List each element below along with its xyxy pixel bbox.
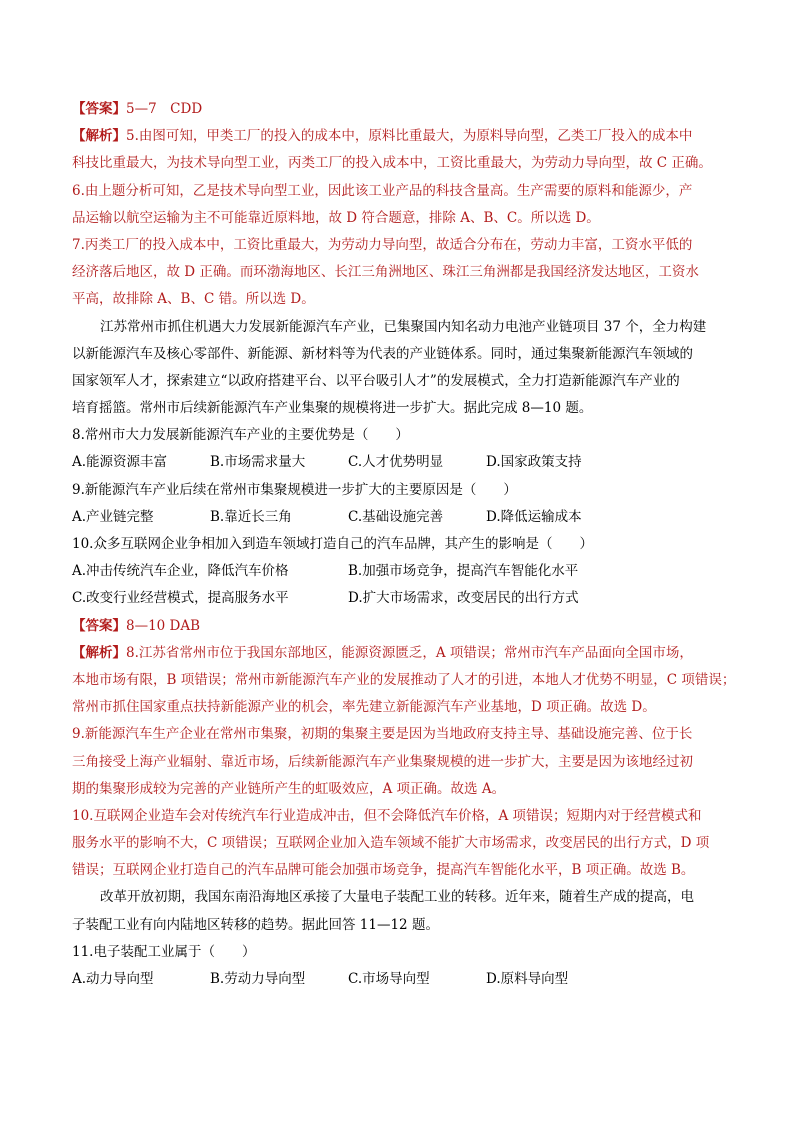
- option-b: B.市场需求量大: [210, 454, 306, 471]
- analysis-line: 【解析】8.江苏省常州市位于我国东部地区，能源资源匮乏，A 项错误；常州市汽车产品面向全国市场，: [72, 644, 693, 661]
- option-a: A.动力导向型: [72, 971, 154, 987]
- analysis-line: 7.丙类工厂的投入成本中，工资比重最大，为劳动力导向型，故适合分布在，劳动力丰富，工资水平低的: [72, 236, 693, 253]
- analysis-line: 服务水平的影响不大，C 项错误；互联网企业加入造车领域不能扩大市场需求，改变居民的出行方式，D 项: [72, 835, 710, 852]
- document-page: [72, 96, 736, 993]
- passage-line: 以新能源汽车及核心零部件、新能源、新材料等为代表的产业链体系。同时，通过集聚新能源汽车领域的: [72, 345, 693, 362]
- analysis-line: 期的集聚形成较为完善的产业链所产生的虹吸效应，A 项正确。故选 A。: [72, 780, 506, 797]
- option-a: A.产业链完整: [72, 508, 154, 525]
- analysis-tag: 【解析】: [72, 128, 126, 145]
- option-c: C.市场导向型: [348, 971, 430, 987]
- answer-line-5-7: [72, 96, 732, 123]
- option-b: B.加强市场竞争，提高汽车智能化水平: [348, 563, 579, 580]
- analysis-line: 错误；互联网企业打造自己的汽车品牌可能会加强市场竞争，提高汽车智能化水平，B 项正确。故选 B。: [72, 862, 695, 879]
- option-d: D.扩大市场需求，改变居民的出行方式: [348, 590, 579, 607]
- answer-text: 5—7 CDD: [126, 101, 203, 117]
- passage-line: 改革开放初期，我国东南沿海地区承接了大量电子装配工业的转移。近年来，随着生产成的提高，电: [100, 889, 694, 906]
- question-options-10-row1: [72, 558, 732, 585]
- analysis-line: 品运输以航空运输为主不可能靠近原料地，故 D 符合题意，排除 A、B、C。所以选 D。: [72, 209, 600, 226]
- option-d: D.国家政策支持: [486, 454, 582, 471]
- question-options-10-row2: [72, 585, 732, 612]
- answer-tag: 【答案】: [72, 101, 126, 117]
- passage-line: 江苏常州市抓住机遇大力发展新能源汽车产业，已集聚国内知名动力电池产业链项目 37 个，全力构建: [100, 318, 707, 335]
- analysis-line: 平高，故排除 A、B、C 错。所以选 D。: [72, 291, 315, 308]
- question-options-11: [72, 966, 732, 993]
- option-c: C.改变行业经营模式，提高服务水平: [72, 590, 289, 607]
- answer-text: 8—10 DAB: [126, 617, 201, 634]
- option-a: A.能源资源丰富: [72, 454, 168, 471]
- analysis-line: 三角接受上海产业辐射、靠近市场，后续新能源汽车产业集聚规模的进一步扩大，主要是因为该地经过初: [72, 753, 693, 770]
- option-b: B.靠近长三角: [210, 508, 292, 525]
- option-d: D.降低运输成本: [486, 508, 582, 525]
- analysis-line: 常州市抓住国家重点扶持新能源产业的机会，率先建立新能源汽车产业基地，D 项正确。故选 D。: [72, 699, 656, 716]
- option-b: B.劳动力导向型: [210, 971, 306, 987]
- question-options-9: [72, 504, 732, 531]
- passage-line: 培育摇篮。常州市后续新能源汽车产业集聚的规模将进一步扩大。据此完成 8—10 题。: [72, 400, 593, 417]
- analysis-tag: 【解析】: [72, 644, 126, 661]
- analysis-line: 本地市场有限，B 项错误；常州市新能源汽车产业的发展推动了人才的引进，本地人才优势不明显，C 项错误；: [72, 671, 736, 688]
- option-c: C.人才优势明显: [348, 454, 444, 471]
- analysis-line: 经济落后地区，故 D 正确。而环渤海地区、长江三角洲地区、珠江三角洲都是我国经济发达地区，工资水: [72, 264, 699, 281]
- question-stem-11: 11.电子装配工业属于（ ）: [72, 943, 256, 960]
- answer-line-8-10: [72, 613, 732, 640]
- passage-line: 子装配工业有向内陆地区转移的趋势。据此回答 11—12 题。: [72, 916, 439, 933]
- answer-tag: 【答案】: [72, 617, 126, 634]
- option-c: C.基础设施完善: [348, 508, 444, 525]
- analysis-line: 【解析】5.由图可知，甲类工厂的投入的成本中，原料比重最大，为原料导向型，乙类工厂投入的成本中: [72, 128, 693, 145]
- analysis-line: 6.由上题分析可知，乙是技术导向型工业，因此该工业产品的科技含量高。生产需要的原料和能源少，产: [72, 182, 693, 199]
- question-stem-8: 8.常州市大力发展新能源汽车产业的主要优势是（ ）: [72, 427, 409, 444]
- analysis-line: 10.互联网企业造车会对传统汽车行业造成冲击，但不会降低汽车价格，A 项错误；短期内对于经营模式和: [72, 807, 702, 824]
- analysis-line: 9.新能源汽车生产企业在常州市集聚，初期的集聚主要是因为当地政府支持主导、基础设施完善、位于长: [72, 726, 693, 743]
- question-options-8: [72, 449, 732, 476]
- option-d: D.原料导向型: [486, 971, 569, 987]
- analysis-line: 科技比重最大，为技术导向型工业，丙类工厂的投入成本中，工资比重最大，为劳动力导向型，故 C 正确。: [72, 155, 712, 172]
- option-a: A.冲击传统汽车企业，降低汽车价格: [72, 563, 289, 580]
- passage-line: 国家领军人才，探索建立“以政府搭建平台、以平台吸引人才”的发展模式，全力打造新能源汽车产业的: [72, 372, 680, 389]
- question-stem-9: 9.新能源汽车产业后续在常州市集聚规模进一步扩大的主要原因是（ ）: [72, 481, 517, 498]
- question-stem-10: 10.众多互联网企业争相加入到造车领域打造自己的汽车品牌，其产生的影响是（ ）: [72, 536, 593, 552]
